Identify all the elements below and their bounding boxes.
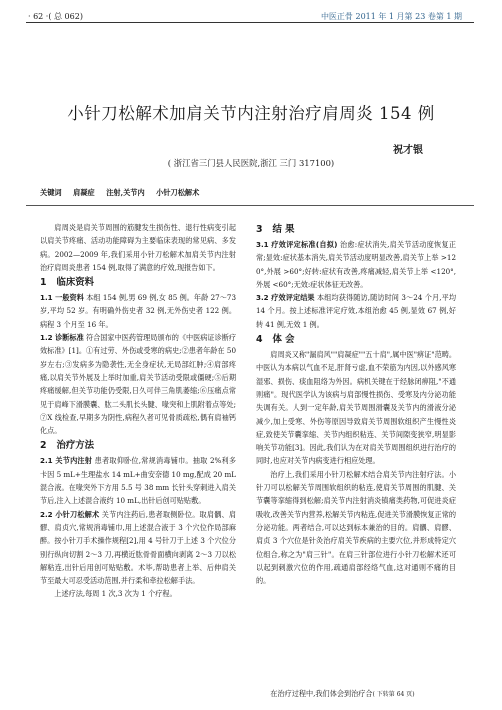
section-heading: 4 体 会 xyxy=(256,334,295,346)
paragraph: 肩周炎又称"漏肩风""肩凝症""五十肩",属中医"痹证"范畴。中医认为本病以气血不足,肝肾亏虚,血不荣筋为内因,以外感风寒湿邪、损伤、痰血阻络为外因。病机关键在于经脉闭痹阻,"不通则痛"。现代医学认为该病与肩部慢性损伤、受寒及内分泌功能失调有关。人到一定年龄,肩关节周围滑囊及关节内的滑液分泌减少,加上受寒、外伤等原因导致肩关节周围软组织产生慢性炎症,致使关节囊挛缩、关节内组织粘连、关节间隙变狭窄,明显影响关节功能[3]。因此,我们认为在对肩关节周围组织进行治疗的同时,也应对关节内病变进行相应处理。 xyxy=(256,350,456,466)
intro-paragraph: 肩周炎是肩关节周围的筋腱发生损伤性、退行性病变引起以肩关节疼痛、活动功能障碍为主要临床表现的常见病、多发病。2002—2009 年,我们采用小针刀松解术加肩关节内注射治疗肩周炎患者 154 例,取得了满意的疗效,现报告如下。 xyxy=(40,223,236,272)
header-divider xyxy=(26,22,474,23)
page-number: · 62 ·( 总 062) xyxy=(28,12,83,21)
paragraph: 2.2 小针刀松解术 关节内注药后,患者取侧卧位。取肩髃、肩髎、肩贞穴,常规消毒铺巾,用上述混合液于 3 个穴位作局部麻醉。按小针刀手术操作规程[2],用 4 号针刀于上述 3 个穴位分别行纵向切割 2～3 刀,再横近肱骨骨面横向剥离 2～3 刀以松解粘连,出针后用创可贴贴敷。术毕,帮助患者上举、后伸肩关节至最大可忍受活动范围,并行柔和牵拉松解手法。 xyxy=(40,509,236,586)
affiliation: ( 浙江省三门县人民医院,浙江 三门 317100) xyxy=(167,158,335,168)
article-title: 小针刀松解术加肩关节内注射治疗肩周炎 154 例 xyxy=(67,104,435,123)
paragraph: 在治疗过程中,我们体会到治疗合 xyxy=(270,689,373,698)
author: 祝才银 xyxy=(393,145,423,156)
section-heading: 1 临床资料 xyxy=(40,277,95,289)
paragraph: 3.1 疗效评定标准(自拟) 治愈:症状消失,肩关节活动度恢复正常;显效:症状基本消失,肩关节活动度明显改善,肩关节上举 >120°,外展 >60°;好转:症状有改善,疼痛减轻,肩关节上举 <120°,外展 <60°;无效:症状体征无改善。 xyxy=(256,240,456,289)
paragraph: 1.2 诊断标准 符合国家中医药管理局颁布的《中医病证诊断疗效标准》[1]。①有过劳、外伤或受寒的病史;②患者年龄在 50 岁左右;③发病多为隐袭性,无全身症状,无局部红肿;④肩部疼痛,以肩关节外展及上举时加重,肩关节活动受限或僵硬;⑤后期疼痛缓解,但关节功能仍受限,日久可伴三角肌萎缩;⑥压痛点常见于肩峰下滑膜囊、肱二头肌长头腱、喙突和上肌附着点等处;⑦X 线检查,早期多为阴性,病程久者可见骨质疏松,偶有肩袖钙化点。 xyxy=(40,333,236,436)
continued-note: ( 下转第 64 页) xyxy=(372,691,415,698)
left-column xyxy=(40,221,236,601)
keyword-item: 注射,关节内 xyxy=(106,188,145,197)
keyword-item: 肩凝症 xyxy=(73,188,95,197)
keywords-divider xyxy=(26,205,474,206)
keywords-label: 关键词 xyxy=(40,188,62,197)
right-column xyxy=(256,221,456,587)
section-heading: 3 结 果 xyxy=(256,224,295,235)
paragraph: 上述疗法,每周 1 次,3 次为 1 个疗程。 xyxy=(54,589,177,599)
page-header xyxy=(0,5,502,27)
paragraph: 2.1 关节内注射 患者取仰卧位,常规消毒铺巾。抽取 2%利多卡因 5 mL+生理盐水 14 mL+曲安奈德 10 mg,配成 20 mL 混合液。在喙突外下方用 5.5 号 38 mm 长针头穿刺进入肩关节后,注入上述混合液约 10 mL,出针后创可贴贴敷。 xyxy=(40,456,236,506)
paragraph: 1.1 一般资料 本组 154 例,男 69 例,女 85 例。年龄 27～73 岁,平均 52 岁。有明确外伤史者 32 例,无外伤史者 122 例。病程 3 个月至 16 年。 xyxy=(40,293,236,329)
continued-line xyxy=(256,689,456,699)
paragraph: 3.2 疗效评定结果 本组均获得随访,随访时间 3～24 个月,平均 14 个月。按上述标准评定疗效,本组治愈 45 例,显效 67 例,好转 41 例,无效 1 例。 xyxy=(256,293,456,329)
paragraph: 治疗上,我们采用小针刀松解术结合肩关节内注射疗法。小针刀可以松解关节周围软组织的粘连,使肩关节周围的肌腱、关节囊等挛缩得到松解;肩关节内注射消炎镇痛类药物,可促进炎症吸收,改善关节内营养,松解关节内粘连,促进关节滑膜恢复正常的分泌功能。两者结合,可以达到标本兼治的目的。肩髃、肩髎、肩贞 3 个穴位是针灸治疗肩关节疾病的主要穴位,并形成特定穴位组合,称之为"肩三针"。在肩三针部位进行小针刀松解术还可以起到刺激穴位的作用,疏通肩部经络气血,这对通则不痛的目的。 xyxy=(256,469,456,586)
keyword-item: 小针刀松解术 xyxy=(156,188,200,197)
keywords xyxy=(40,188,208,198)
section-heading: 2 治疗方法 xyxy=(40,440,95,452)
journal-issue: 中医正骨 2011 年 1 月第 23 卷第 1 期 xyxy=(320,12,462,21)
